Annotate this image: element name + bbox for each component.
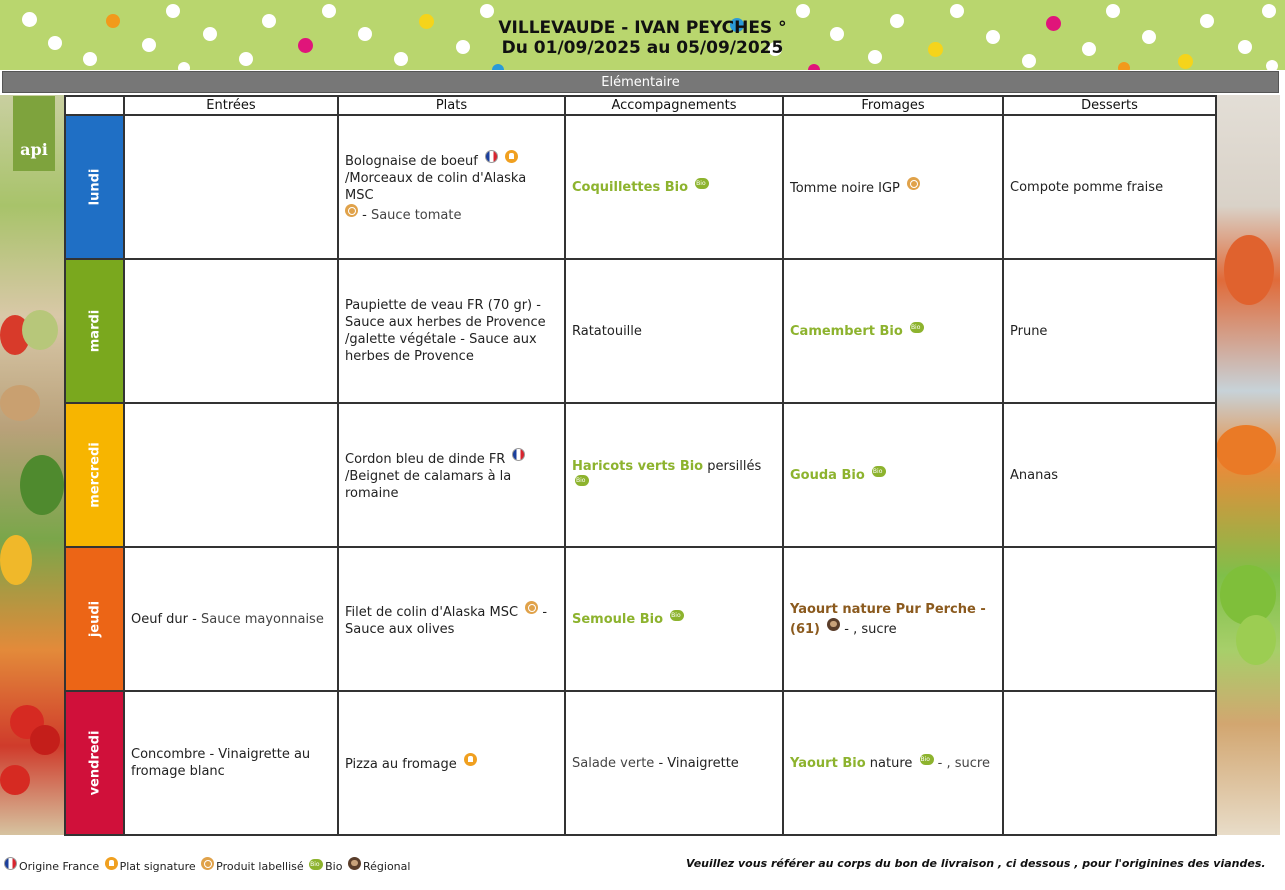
day-label: mardi xyxy=(87,309,102,353)
cell-desserts xyxy=(1003,547,1216,691)
regional-icon xyxy=(827,618,840,631)
label-icon xyxy=(907,177,920,190)
day-row-lundi xyxy=(65,115,1216,259)
decor-vegetable xyxy=(22,310,58,350)
legend-label: Plat signature xyxy=(119,860,196,873)
header-row xyxy=(65,96,1216,115)
bio-dish-text: Coquillettes Bio xyxy=(572,180,689,195)
legend-label: Bio xyxy=(325,860,343,873)
flag-france-icon xyxy=(512,448,525,461)
menu-table xyxy=(64,95,1217,836)
decor-dot xyxy=(178,62,190,70)
signature-icon xyxy=(464,753,477,766)
decor-dot xyxy=(808,64,820,70)
decor-dot xyxy=(1106,4,1120,18)
label-icon xyxy=(525,601,538,614)
legend-item-bio xyxy=(309,859,342,873)
cell-accompagnements xyxy=(565,403,783,547)
decor-dot xyxy=(1118,62,1130,70)
day-cell-mardi xyxy=(65,259,124,403)
day-cell-jeudi xyxy=(65,547,124,691)
cell-accompagnements xyxy=(565,691,783,835)
cell-accompagnements xyxy=(565,115,783,259)
cell-desserts: Ananas xyxy=(1003,403,1216,547)
regional-dish-text: (61) xyxy=(790,621,820,637)
cell-desserts: Compote pomme fraise xyxy=(1003,115,1216,259)
cell-fromages xyxy=(783,403,1003,547)
day-label: lundi xyxy=(87,168,102,206)
decor-dot xyxy=(322,4,336,18)
cell-entrees xyxy=(124,115,338,259)
legend-label: Origine France xyxy=(19,860,100,873)
decor-vegetable xyxy=(0,765,30,795)
decor-vegetable xyxy=(1216,425,1276,475)
day-label: mercredi xyxy=(87,442,102,508)
decor-dot xyxy=(166,4,180,18)
title-block xyxy=(0,18,1285,58)
legend-item-signature xyxy=(105,857,196,873)
dish-text: Salade verte xyxy=(572,755,655,771)
cell-plats: Paupiette de veau FR (70 gr) - Sauce aux herbes de Provence /galette végétale - Sauce aux herbes de Provence xyxy=(338,259,565,403)
regional-icon xyxy=(348,857,361,870)
cell-plats xyxy=(338,691,565,835)
day-cell-lundi xyxy=(65,115,124,259)
dish-text: persillés xyxy=(703,458,762,474)
day-row-vendredi xyxy=(65,691,1216,835)
bio-icon xyxy=(670,610,684,621)
bio-icon xyxy=(872,466,886,477)
page-title: VILLEVAUDE - IVAN PEYCHES ° xyxy=(498,18,787,38)
sauce-text: Sauce mayonnaise xyxy=(200,611,324,627)
label-icon xyxy=(345,204,358,217)
column-header-desserts: Desserts xyxy=(1003,96,1216,115)
legend-item-labelled xyxy=(201,857,303,873)
dish-text: Cordon bleu de dinde FR xyxy=(345,452,506,467)
day-label: jeudi xyxy=(87,600,102,638)
decor-vegetable xyxy=(20,455,64,515)
dish-text: Pizza au fromage xyxy=(345,757,457,772)
api-logo: api xyxy=(13,96,55,171)
dish-text: - Vinaigrette xyxy=(654,755,739,771)
decor-vegetable xyxy=(0,535,32,585)
day-cell-mercredi xyxy=(65,403,124,547)
decor-dot xyxy=(1266,60,1278,70)
cell-fromages xyxy=(783,547,1003,691)
dish-text: - , sucre xyxy=(840,621,897,637)
right-decoration xyxy=(1216,95,1280,835)
footer-note: Veuillez vous référer au corps du bon de livraison , ci dessous , pour l'originines des viandes. xyxy=(686,857,1266,870)
date-range: Du 01/09/2025 au 05/09/2025 xyxy=(501,38,784,58)
decor-vegetable xyxy=(30,725,60,755)
cell-desserts xyxy=(1003,691,1216,835)
column-header-fromages: Fromages xyxy=(783,96,1003,115)
decor-vegetable xyxy=(1236,615,1276,665)
decor-dot xyxy=(1262,4,1276,18)
dish-text: nature xyxy=(865,756,913,771)
decor-vegetable xyxy=(0,385,40,421)
cell-entrees xyxy=(124,259,338,403)
page-header xyxy=(0,0,1285,70)
decor-dot xyxy=(950,4,964,18)
bio-dish-text: Yaourt Bio xyxy=(790,756,866,771)
cell-fromages xyxy=(783,259,1003,403)
flag-france-icon xyxy=(4,857,17,870)
decor-vegetable xyxy=(1224,235,1274,305)
cell-desserts: Prune xyxy=(1003,259,1216,403)
cell-fromages xyxy=(783,115,1003,259)
signature-icon xyxy=(105,857,118,870)
day-row-mercredi xyxy=(65,403,1216,547)
dish-text: /Morceaux de colin d'Alaska MSC xyxy=(345,171,527,203)
day-label: vendredi xyxy=(87,730,102,796)
cell-accompagnements: Ratatouille xyxy=(565,259,783,403)
cell-accompagnements xyxy=(565,547,783,691)
cell-plats xyxy=(338,115,565,259)
bio-dish-text: Haricots verts Bio xyxy=(572,458,704,474)
section-band: Elémentaire xyxy=(2,71,1279,93)
legend-item-regional xyxy=(348,857,410,873)
cell-entrees xyxy=(124,547,338,691)
dish-text: Tomme noire IGP xyxy=(790,181,900,196)
legend-label: Produit labellisé xyxy=(216,860,304,873)
cell-plats xyxy=(338,403,565,547)
bio-icon xyxy=(920,754,934,765)
dish-text: Filet de colin d'Alaska MSC xyxy=(345,604,519,620)
sauce-text: Sauce tomate xyxy=(370,208,462,223)
dish-text: Oeuf dur xyxy=(131,611,189,627)
legend xyxy=(4,857,412,873)
bio-dish-text: Camembert Bio xyxy=(790,324,903,339)
bio-dish-text: Gouda Bio xyxy=(790,468,865,483)
decor-dot xyxy=(480,4,494,18)
column-header-plats: Plats xyxy=(338,96,565,115)
column-header-accompagnements: Accompagnements xyxy=(565,96,783,115)
column-header-entrees: Entrées xyxy=(124,96,338,115)
left-decoration xyxy=(0,95,64,835)
dish-text: - , sucre xyxy=(933,756,990,771)
day-row-mardi xyxy=(65,259,1216,403)
bio-icon xyxy=(695,178,709,189)
decor-dot xyxy=(492,64,504,70)
corner-cell xyxy=(65,96,124,115)
bio-icon xyxy=(309,859,323,870)
decor-dot xyxy=(796,4,810,18)
dish-text: - xyxy=(362,208,371,223)
label-icon xyxy=(201,857,214,870)
day-row-jeudi xyxy=(65,547,1216,691)
regional-dish-text: Yaourt nature Pur Perche - xyxy=(790,601,986,617)
legend-item-origin xyxy=(4,857,99,873)
legend-label: Régional xyxy=(362,860,411,873)
cell-fromages xyxy=(783,691,1003,835)
bio-icon xyxy=(575,475,589,486)
dish-text: Bolognaise de boeuf xyxy=(345,154,478,169)
day-cell-vendredi xyxy=(65,691,124,835)
bio-icon xyxy=(910,322,924,333)
cell-entrees: Concombre - Vinaigrette au fromage blanc xyxy=(124,691,338,835)
signature-icon xyxy=(505,150,518,163)
cell-entrees xyxy=(124,403,338,547)
cell-plats xyxy=(338,547,565,691)
dish-text: /Beignet de calamars à la romaine xyxy=(345,469,512,501)
flag-france-icon xyxy=(485,150,498,163)
dish-text: - Sauce aux olives xyxy=(345,604,548,637)
dish-text: - xyxy=(188,611,201,627)
bio-dish-text: Semoule Bio xyxy=(572,612,664,627)
